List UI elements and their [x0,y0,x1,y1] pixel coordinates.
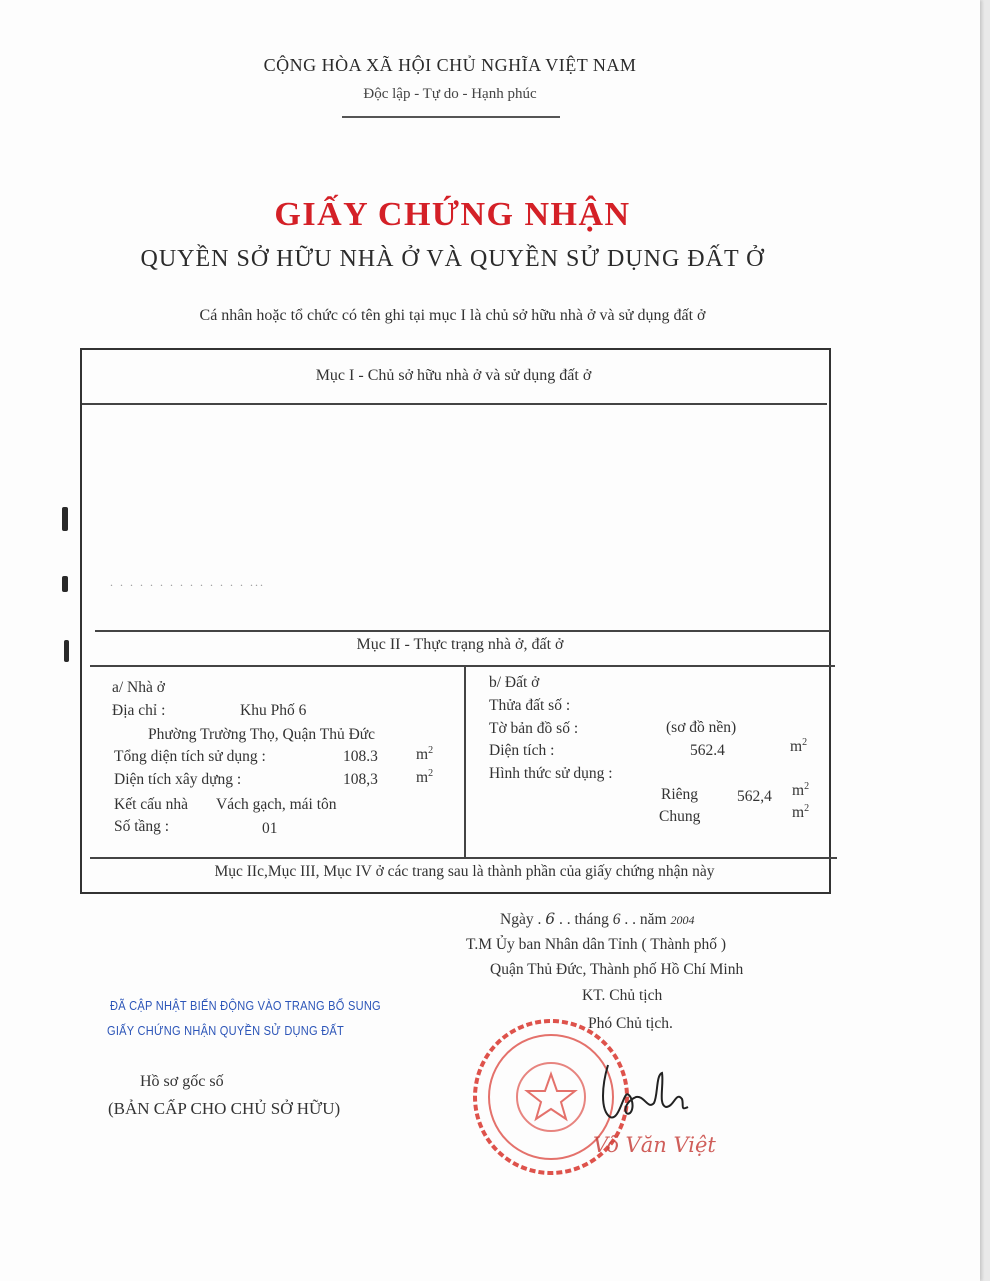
file-number-label: Hồ sơ gốc số [140,1073,224,1090]
land-label: b/ Đất ở [489,674,540,691]
land-area-label: Diện tích : [489,742,555,759]
total-area-label: Tổng diện tích sử dụng : [114,748,266,765]
build-area-label: Diện tích xây dựng : [114,771,242,788]
update-stamp-line2: GIẤY CHỨNG NHẬN QUYỀN SỬ DỤNG ĐẤT [107,1023,345,1038]
shared-unit: $m^2$ [792,803,810,822]
update-stamp-line1: ĐÃ CẬP NHẬT BIẾN ĐỘNG VÀO TRANG BỔ SUNG [110,998,381,1013]
section2-top-divider [95,630,830,632]
certificate-subtitle: QUYỀN SỞ HỮU NHÀ Ở VÀ QUYỀN SỬ DỤNG ĐẤT Ở [140,246,765,272]
copy-note: (BẢN CẤP CHO CHỦ SỞ HỮU) [108,1099,341,1118]
section1-divider [82,403,827,405]
land-area-value: 562.4 [690,742,725,759]
floors-value: 01 [262,820,278,837]
land-area-unit: $m^2$ [790,737,808,756]
place-line: Quận Thủ Đức, Thành phố Hồ Chí Minh [490,961,744,978]
structure-value: Vách gạch, mái tôn [216,796,337,813]
shared-label: Chung [659,808,701,825]
build-area-value: 108,3 [343,771,378,788]
role-line: Phó Chủ tịch. [588,1015,673,1032]
map-note: (sơ đồ nền) [666,719,737,736]
section2-heading: Mục II - Thực trạng nhà ở, đất ở [356,636,564,653]
handwritten-signature [596,1055,696,1125]
section1-heading: Mục I - Chủ sở hữu nhà ở và sử dụng đất ở [315,367,592,384]
build-area-unit: $m^2$ [416,768,434,787]
private-unit: $m^2$ [792,781,810,800]
house-address-label: Địa chỉ : [112,702,166,719]
owner-area-dots: . . . . . . . . . . . . . . ... [110,575,265,589]
nation-header: CỘNG HÒA XÃ HỘI CHỦ NGHĨA VIỆT NAM [263,55,637,75]
motto: Độc lập - Tự do - Hạnh phúc [363,86,537,102]
house-address-line2: Phường Trường Thọ, Quận Thủ Đức [148,726,376,743]
section2-divider [90,665,835,667]
private-value: 562,4 [737,788,772,805]
total-area-value: 108.3 [343,748,378,765]
usage-label: Hình thức sử dụng : [489,765,613,782]
margin-mark [64,640,69,662]
parcel-label: Thửa đất số : [489,697,571,714]
house-label: a/ Nhà ở [112,679,165,696]
map-label: Tờ bản đồ số : [489,720,579,737]
header-underline [342,116,560,118]
section2-column-divider [464,665,466,857]
intro-text: Cá nhân hoặc tổ chức có tên ghi tại mục I là chủ sở hữu nhà ở và sử dụng đất ở [199,307,706,324]
private-label: Riêng [661,786,699,803]
margin-mark [62,507,68,531]
structure-label: Kết cấu nhà [114,796,189,813]
main-table [80,348,831,894]
footer-note: Mục IIc,Mục III, Mục IV ở các trang sau là thành phần của giấy chứng nhận này [214,863,715,880]
house-address-line1: Khu Phố 6 [240,702,307,719]
date-line: Ngày . 6 . . tháng 6 . . năm 2004 [500,910,695,928]
total-area-unit: $m^2$ [416,745,434,764]
margin-mark [62,576,68,592]
section2-bottom-divider [90,857,837,859]
signer-name: Võ Văn Việt [593,1133,716,1157]
certificate-title: GIẤY CHỨNG NHẬN [274,196,631,233]
floors-label: Số tầng : [114,818,170,835]
kt-line: KT. Chủ tịch [582,987,663,1004]
authority-line: T.M Ủy ban Nhân dân Tỉnh ( Thành phố ) [466,936,727,953]
